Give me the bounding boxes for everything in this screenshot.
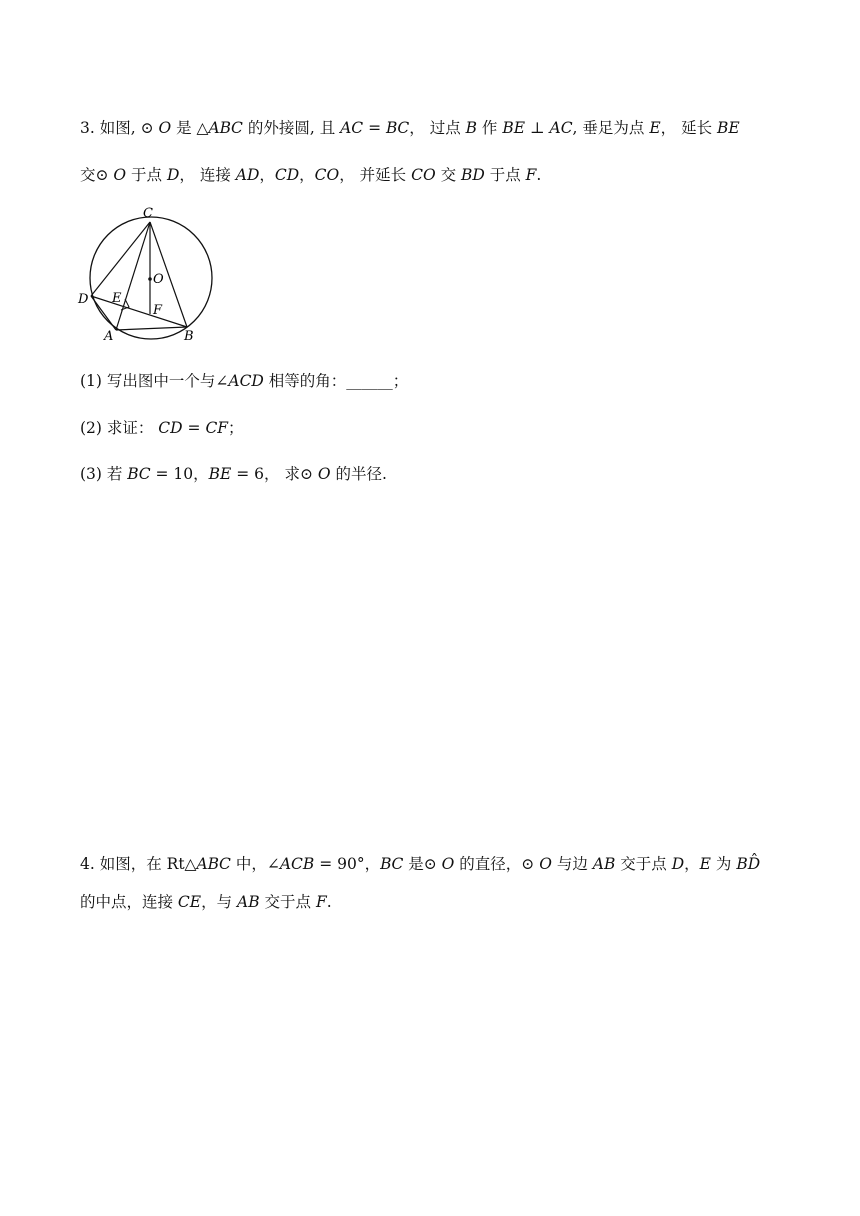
label-a: A — [104, 329, 114, 344]
problem-3-figure — [76, 204, 216, 344]
problem-3-statement-line-2: 交⊙ 𝑂 于点 𝐷， 连接 𝐴𝐷，𝐶𝐷，𝐶𝑂， 并延长 𝐶𝑂 交 𝐵𝐷 于点 𝐹. — [80, 166, 542, 184]
label-c: C — [143, 206, 153, 221]
segment-cd — [91, 222, 150, 296]
problem-3-statement-line-1: 3. 如图, ⊙ 𝑂 是 △𝐴𝐵𝐶 的外接圆, 且 𝐴𝐶 = 𝐵𝐶， 过点 𝐵 作 𝐵𝐸 ⊥ 𝐴𝐶, 垂足为点 𝐸， 延长 𝐵𝐸 — [80, 119, 740, 137]
problem-4-statement-line-1: 4. 如图，在 Rt△𝐴𝐵𝐶 中，∠𝐴𝐶𝐵 = 90°，𝐵𝐶 是⊙ 𝑂 的直径，⊙ 𝑂 与边 𝐴𝐵 交于点 𝐷，𝐸 为 𝐵𝐷̂ — [80, 855, 761, 873]
center-point-o — [148, 277, 152, 281]
label-o: O — [153, 272, 164, 287]
label-d: D — [78, 292, 89, 307]
problem-4-statement-line-2: 的中点，连接 𝐶𝐸，与 𝐴𝐵 交于点 𝐹. — [80, 893, 332, 911]
segment-ab — [116, 327, 187, 330]
problem-3-question-1: (1) 写出图中一个与∠𝐴𝐶𝐷 相等的角：______； — [80, 372, 409, 390]
problem-3-question-2: (2) 求证： 𝐶𝐷 = 𝐶𝐹； — [80, 419, 244, 437]
label-b: B — [184, 329, 194, 344]
label-e: E — [112, 291, 122, 306]
problem-3-question-3: (3) 若 𝐵𝐶 = 10，𝐵𝐸 = 6， 求⊙ 𝑂 的半径. — [80, 465, 387, 483]
segment-db — [91, 296, 187, 327]
label-f: F — [153, 303, 163, 318]
